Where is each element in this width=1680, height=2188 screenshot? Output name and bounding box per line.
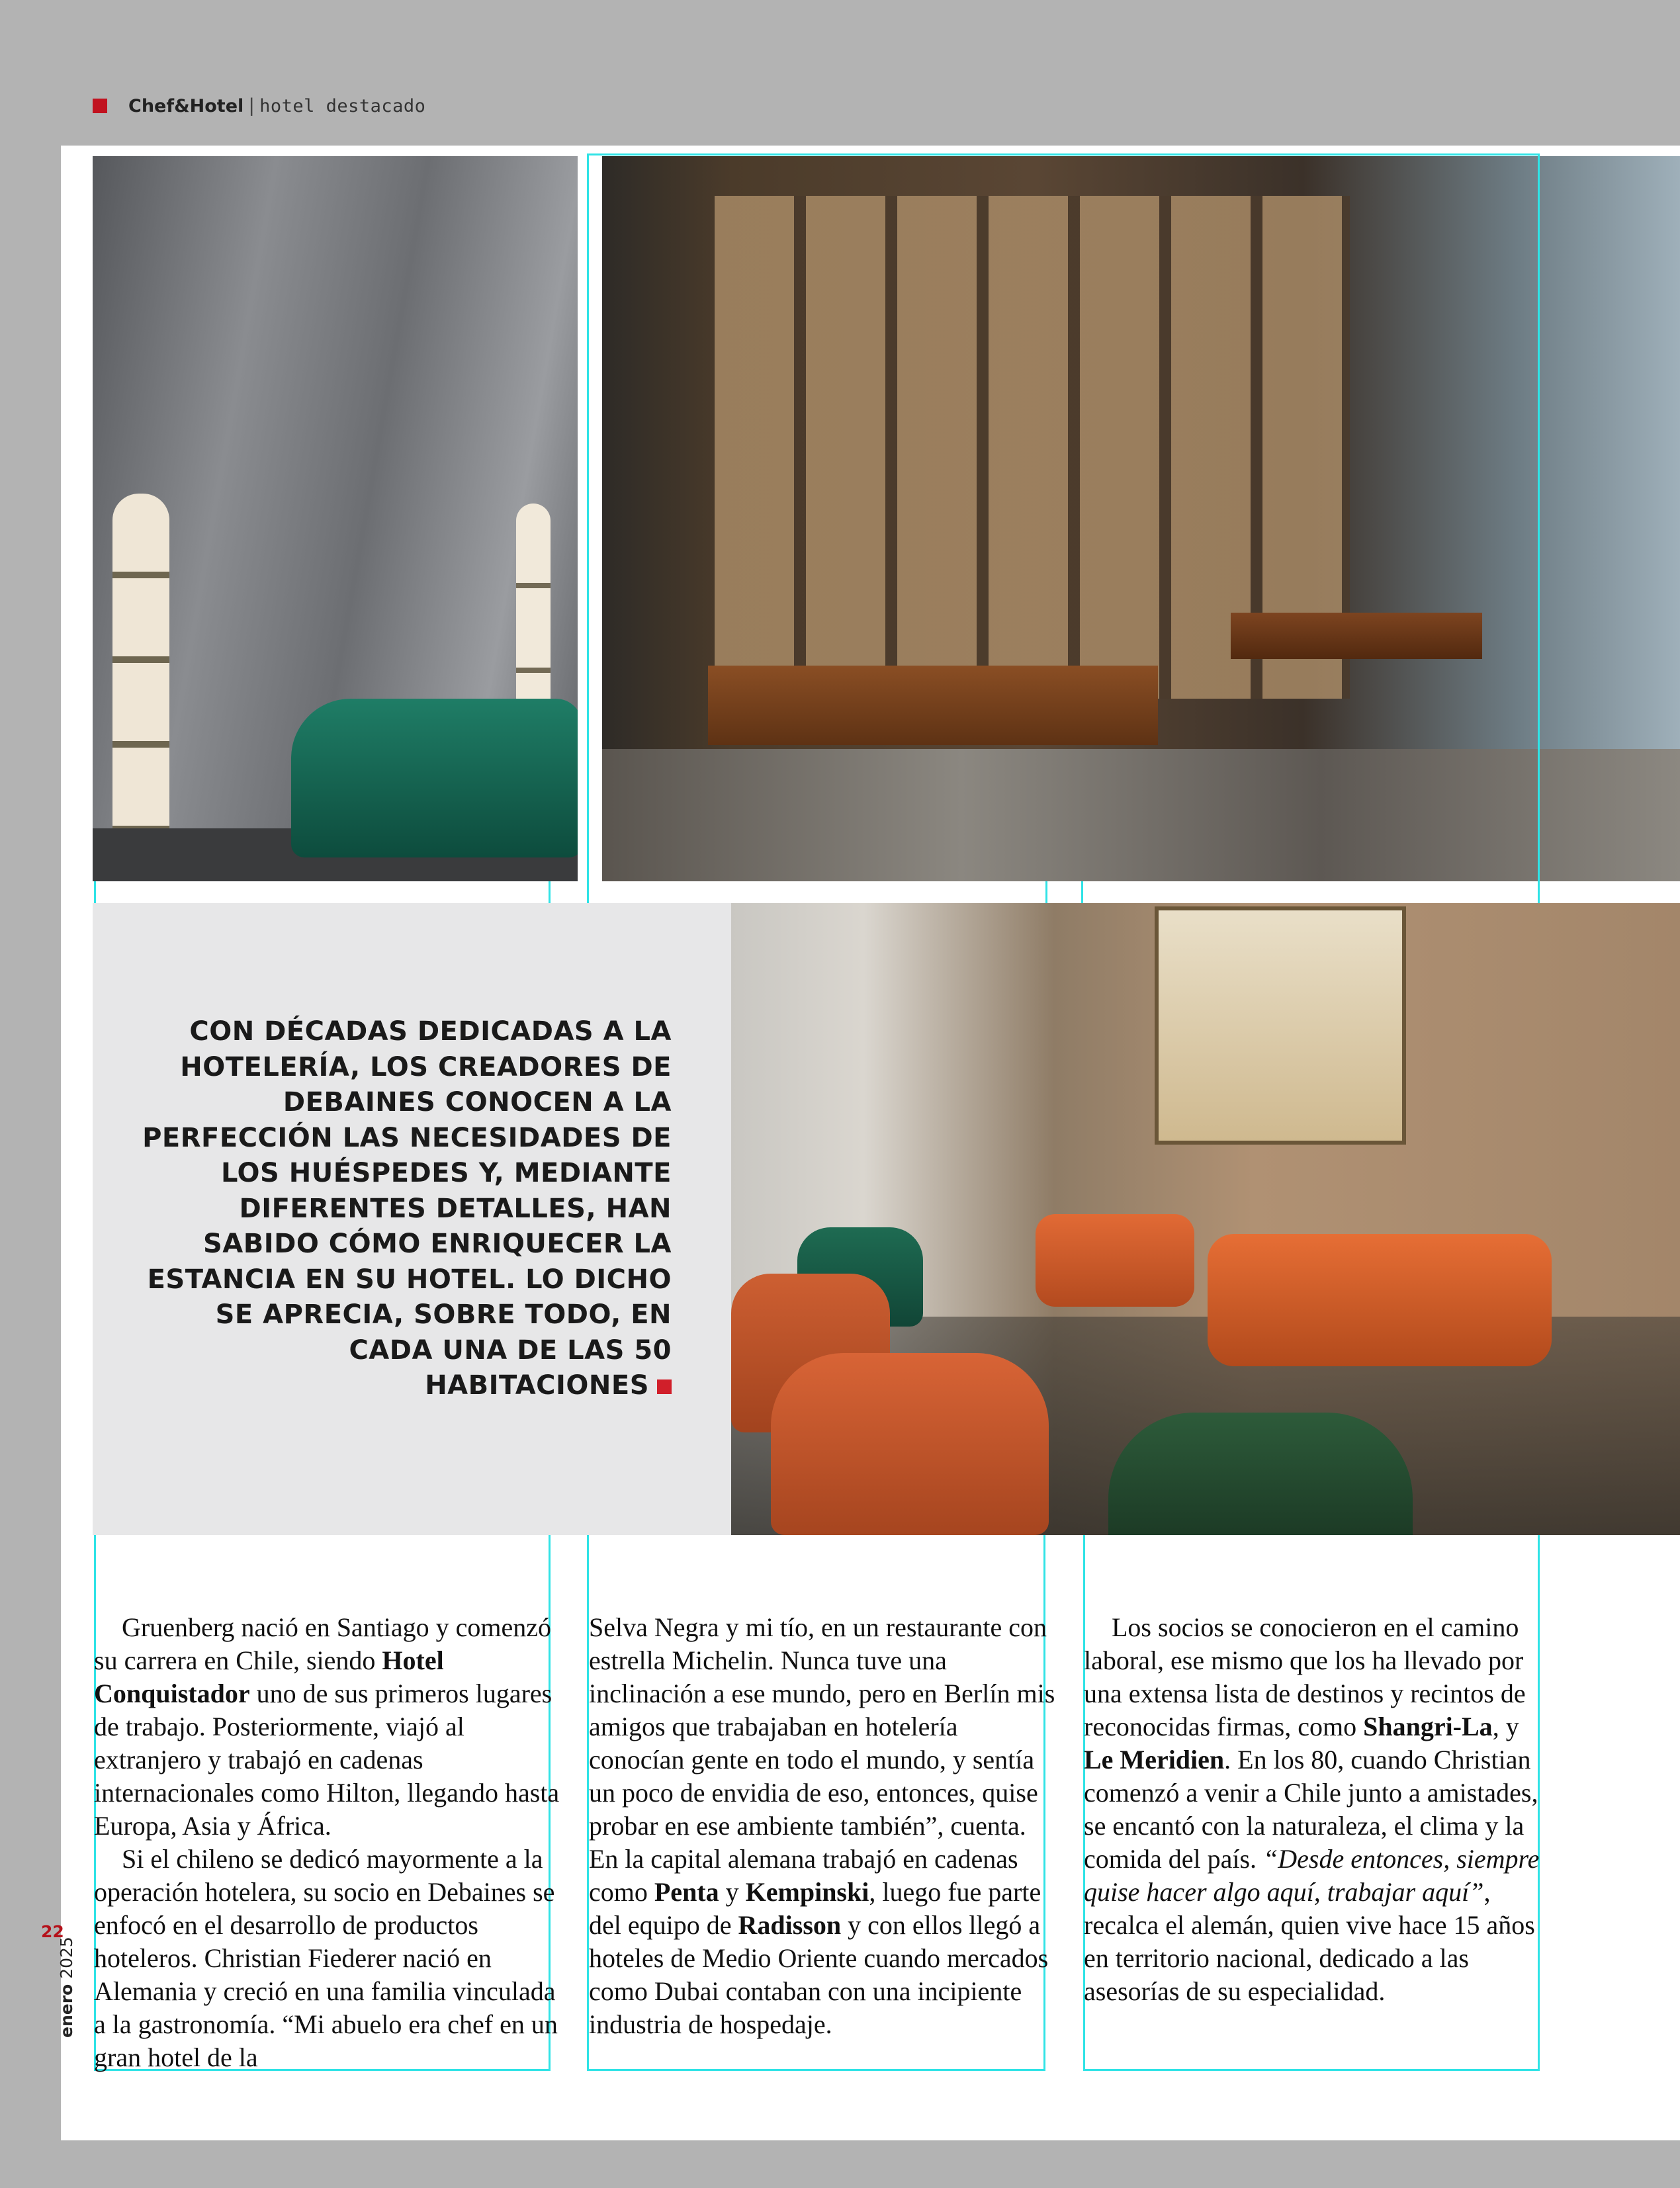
text-run: Los socios se conocieron en el camino laboral, ese mismo que los ha llevado por una extensa lista de destinos y recintos de reconocidas firmas, como xyxy=(1084,1612,1526,1741)
section-name: hotel destacado xyxy=(259,95,426,116)
pull-quote-text: CON DÉCADAS DEDICADAS A LA HOTELERÍA, LOS CREADORES DE DEBAINES CONOCEN A LA PERFECCIÓN LAS NECESIDADES DE LOS HUÉSPEDES Y, MEDIANTE DIFERENTES DETALLES, HAN SABIDO CÓMO ENRIQUECER LA ESTANCIA EN SU HOTEL. LO DICHO SE APRECIA, SOBRE TODO, EN CADA UNA DE LAS 50 HABITACIONES xyxy=(142,1016,672,1401)
bold-hotel-name: Shangri-La xyxy=(1363,1712,1493,1741)
wooden-desk-back xyxy=(1231,613,1482,659)
photo-green-sofa xyxy=(93,156,578,881)
wooden-desk-front xyxy=(708,666,1158,745)
marble-floor xyxy=(602,749,1680,881)
orange-sofa-small xyxy=(1036,1214,1194,1307)
orange-armchair-front xyxy=(771,1353,1049,1535)
text-run: y xyxy=(719,1877,746,1907)
paragraph-1 xyxy=(94,1611,560,1843)
text-run: y con ellos llegó a hoteles de Medio Oriente cuando mercados como Dubai contaban con una incipiente industria de hospedaje. xyxy=(589,1910,1049,2039)
paragraph-3 xyxy=(589,1611,1055,2041)
article-column-2 xyxy=(589,1611,1055,2041)
header-red-square-icon xyxy=(93,99,107,113)
issue-date xyxy=(57,1937,76,2038)
text-run: Gruenberg nació en Santiago y comenzó su carrera en Chile, siendo xyxy=(94,1612,552,1675)
page-number: 22 xyxy=(41,1922,64,1941)
bold-hotel-name: Radisson xyxy=(738,1910,842,1940)
text-run: , recalca el alemán, quien vive hace 15 años en territorio nacional, dedicado a las asesorías de su especialidad. xyxy=(1084,1877,1535,2006)
pull-quote xyxy=(129,1014,672,1404)
issue-year: 2025 xyxy=(57,1937,76,1979)
magazine-brand: Chef&Hotel xyxy=(128,95,244,116)
bold-hotel-name: Le Meridien xyxy=(1084,1745,1225,1774)
article-column-1 xyxy=(94,1611,560,2074)
bold-hotel-name: Hotel Conquistador xyxy=(94,1645,444,1708)
paragraph-4 xyxy=(1084,1611,1550,2008)
bold-hotel-name: Penta xyxy=(654,1877,719,1907)
floor-lamp-left xyxy=(112,494,169,881)
photo-business-center xyxy=(602,156,1680,881)
text-run: . En los 80, cuando Christian comenzó a venir a Chile junto a amistades, se encantó con la naturaleza, el clima y la comida del país. xyxy=(1084,1745,1538,1874)
italic-quote: “Desde entonces, siempre quise hacer algo aquí, trabajar aquí” xyxy=(1084,1844,1540,1907)
photo-lounge xyxy=(731,903,1680,1535)
green-sofa xyxy=(291,699,578,857)
orange-sofa-large xyxy=(1208,1234,1552,1366)
green-armchair-front xyxy=(1108,1413,1413,1535)
issue-month: enero xyxy=(57,1984,76,2038)
bold-hotel-name: Kempinski xyxy=(745,1877,869,1907)
header-separator: | xyxy=(249,95,255,116)
running-header xyxy=(93,93,425,119)
text-run: Selva Negra y mi tío, en un restaurante con estrella Michelin. Nunca tuve una inclinación a ese mundo, pero en Berlín mis amigos que trabajaban en hotelería conocían gente en todo el mundo, y sentía un poco de envidia de eso, entonces, quise probar en ese ambiente también”, cuenta. En la capital alemana trabajó en cadenas como xyxy=(589,1612,1055,1907)
end-mark-icon xyxy=(657,1379,672,1394)
pull-quote-box xyxy=(93,903,731,1535)
text-run: , y xyxy=(1492,1712,1519,1741)
framed-painting xyxy=(1155,906,1406,1145)
article-column-3 xyxy=(1084,1611,1550,2008)
text-run: , luego fue parte del equipo de xyxy=(589,1877,1041,1940)
text-run: uno de sus primeros lugares de trabajo. Posteriormente, viajó al extranjero y trabajó en cadenas internacionales como Hilton, llegando hasta Europa, Asia y África. xyxy=(94,1679,560,1841)
paragraph-2: Si el chileno se dedicó mayormente a la operación hotelera, su socio en Debaines se enfocó en el desarrollo de productos hoteleros. Christian Fiederer nació en Alemania y creció en una familia vinculada a la gastronomía. “Mi abuelo era chef en un gran hotel de la xyxy=(94,1844,558,2072)
